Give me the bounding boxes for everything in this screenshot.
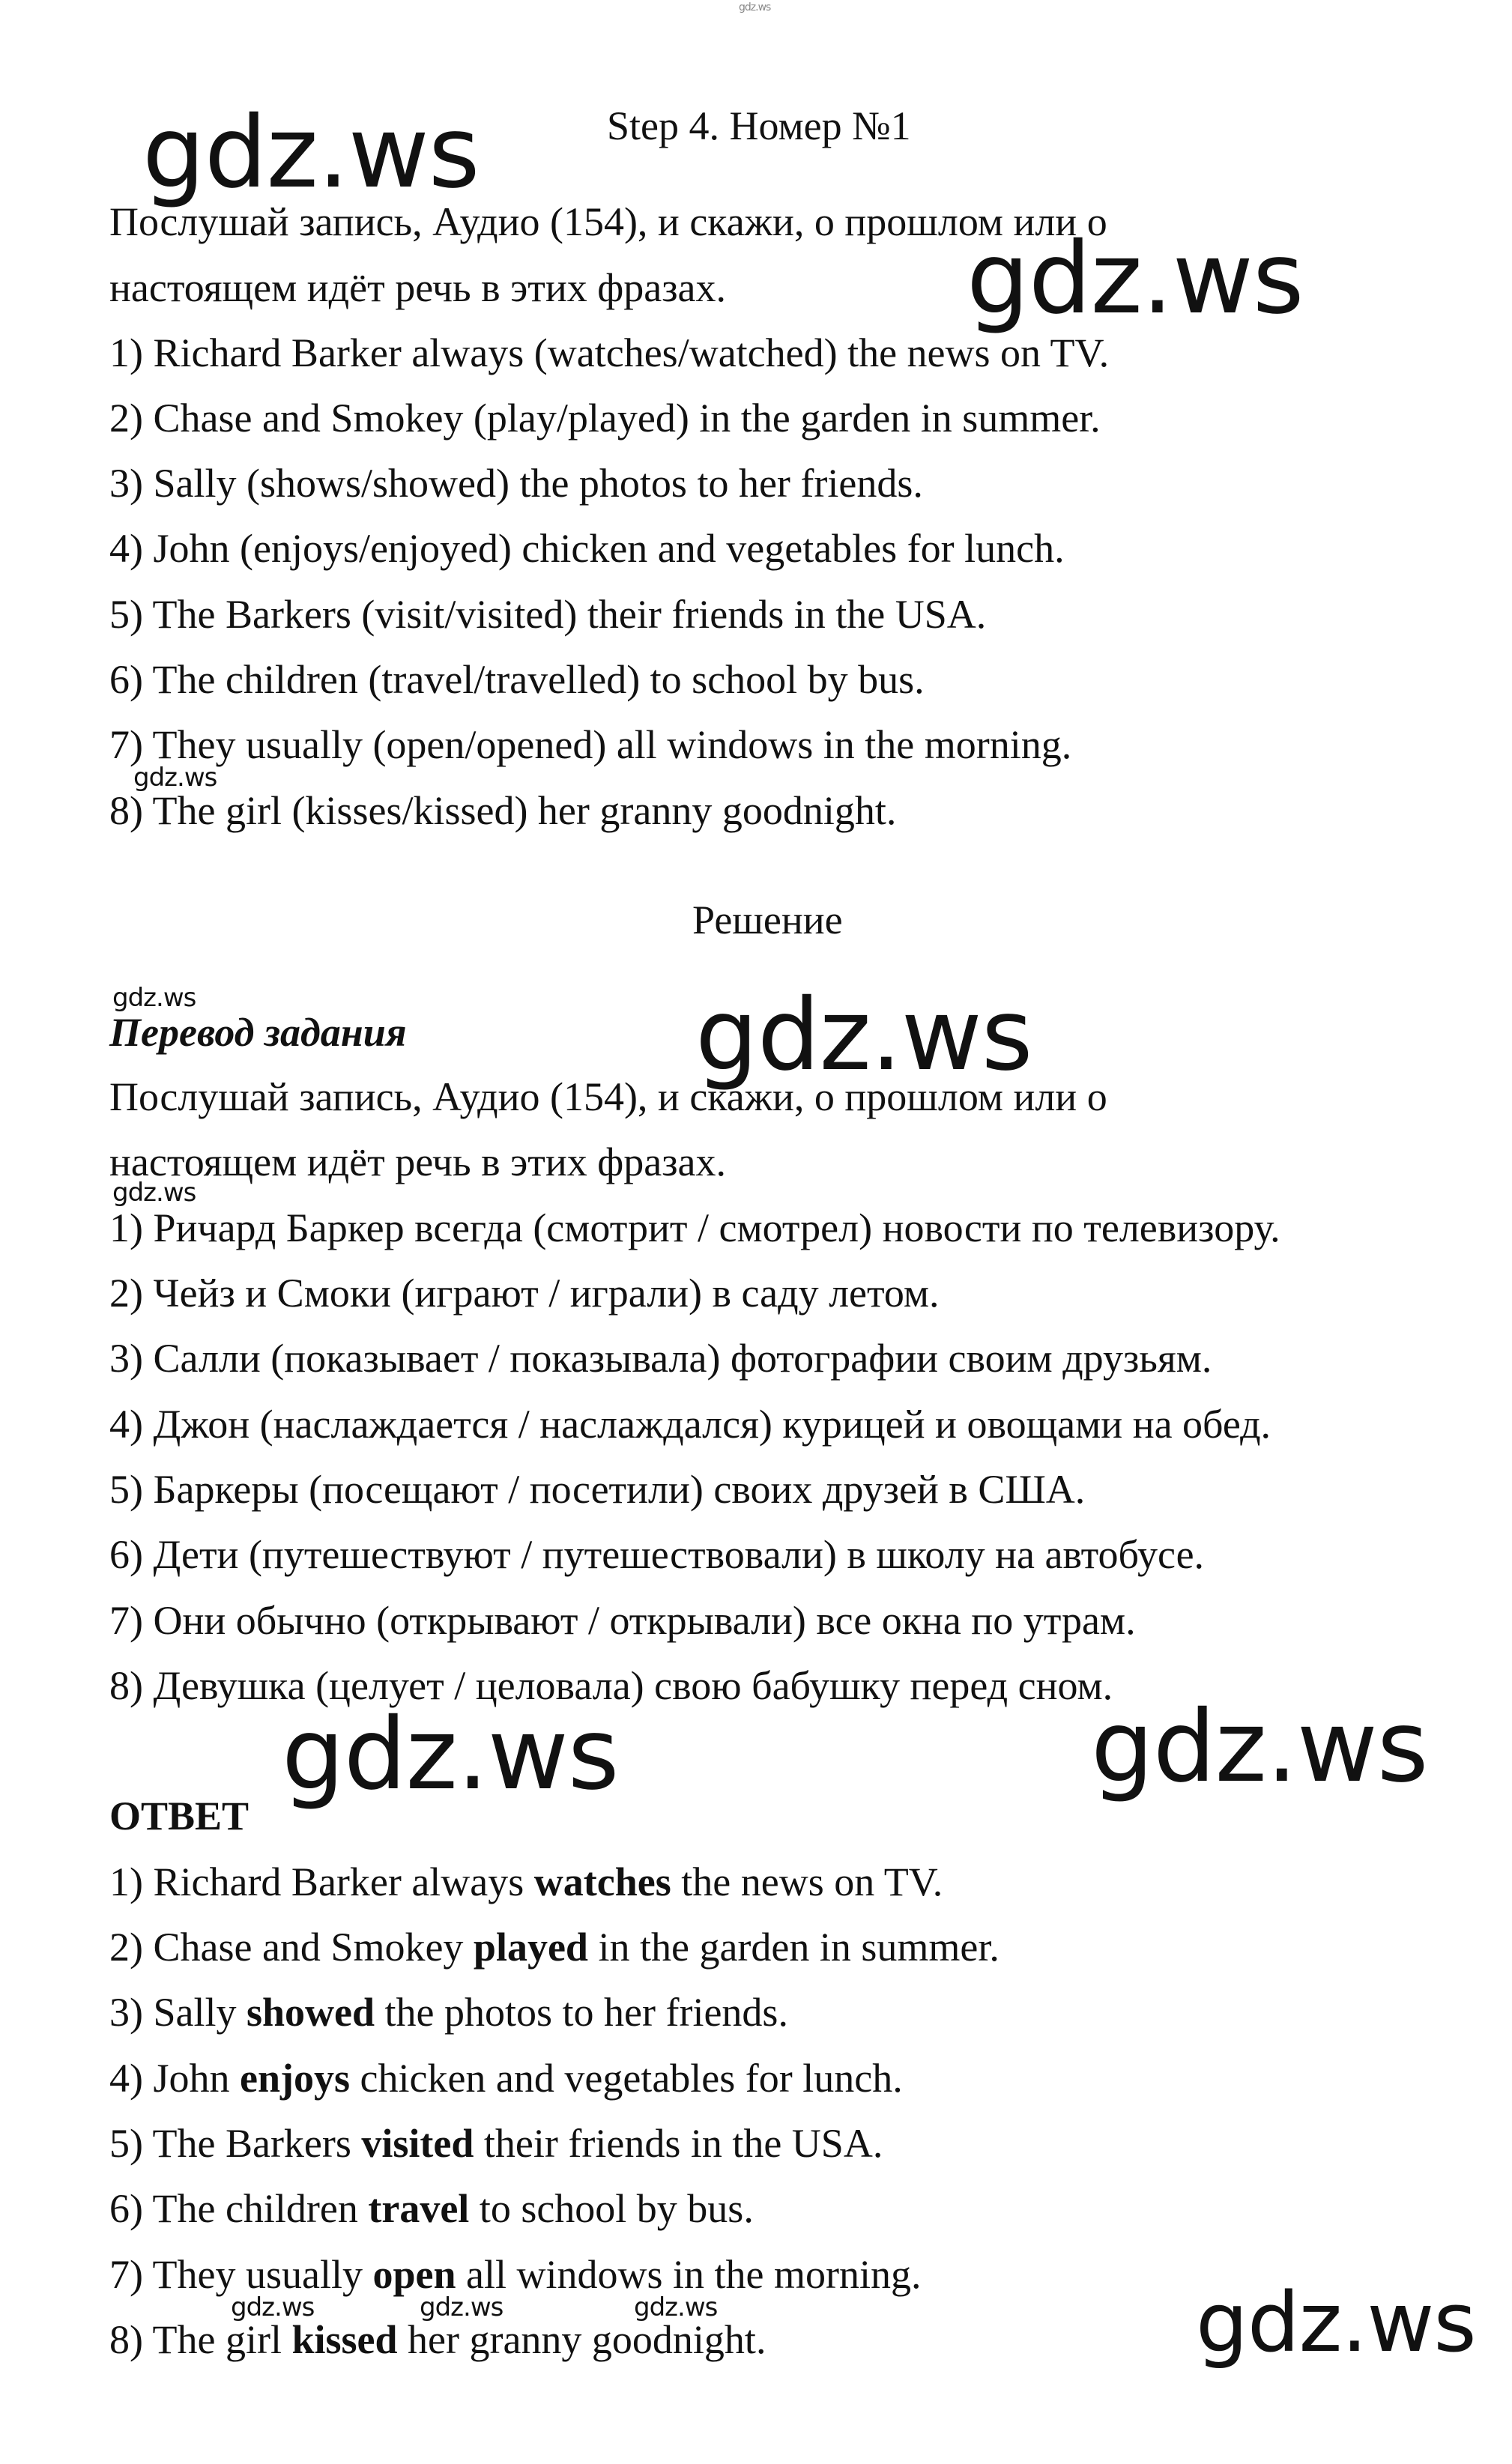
solution-intro-line-2: настоящем идёт речь в этих фразах. [109,1139,727,1184]
answer-item-1: 1) Richard Barker always watches the news on TV. [109,1859,943,1904]
solution-heading: Решение [692,897,843,942]
watermark-bottom-right: gdz.ws [1196,2274,1476,2370]
solution-item-1: 1) Ричард Баркер всегда (смотрит / смотрел) новости по телевизору. [109,1205,1280,1250]
watermark-top-right: gdz.ws [967,221,1304,336]
watermark-top-tiny: gdz.ws [739,1,771,13]
answer-item-4: 4) John enjoys chicken and vegetables for lunch. [109,2056,903,2101]
task-item-3: 3) Sally (shows/showed) the photos to her friends. [109,461,923,506]
watermark-small-3: gdz.ws [112,1178,196,1208]
task-item-5: 5) The Barkers (visit/visited) their friends in the USA. [109,592,987,637]
solution-intro-line-1: Послушай запись, Аудио (154), и скажи, о прошлом или о [109,1074,1107,1119]
task-item-2: 2) Chase and Smokey (play/played) in the garden in summer. [109,396,1101,441]
solution-item-4: 4) Джон (наслаждается / наслаждался) курицей и овощами на обед. [109,1402,1271,1447]
translation-heading: Перевод задания [109,1010,407,1055]
task-item-4: 4) John (enjoys/enjoyed) chicken and vegetables for lunch. [109,526,1065,571]
watermark-small-6: gdz.ws [634,2292,718,2322]
watermark-middle: gdz.ws [695,978,1032,1093]
solution-item-5: 5) Баркеры (посещают / посетили) своих друзей в США. [109,1467,1086,1512]
watermark-small-5: gdz.ws [420,2292,504,2322]
solution-item-3: 3) Салли (показывает / показывала) фотографии своим друзьям. [109,1336,1212,1381]
answer-item-7: 7) They usually open all windows in the morning. [109,2252,922,2297]
solution-item-6: 6) Дети (путешествуют / путешествовали) в школу на автобусе. [109,1532,1205,1577]
task-item-6: 6) The children (travel/travelled) to school by bus. [109,657,925,702]
answer-heading: ОТВЕТ [109,1793,250,1838]
watermark-small-1: gdz.ws [133,763,217,793]
answer-item-5: 5) The Barkers visited their friends in the USA. [109,2121,883,2166]
answer-item-2: 2) Chase and Smokey played in the garden in summer. [109,1925,1000,1970]
watermark-small-2: gdz.ws [112,983,196,1013]
watermark-small-4: gdz.ws [231,2292,315,2322]
page-title: Step 4. Номер №1 [607,103,911,148]
watermark-answer-left: gdz.ws [282,1697,619,1812]
task-intro-line-1: Послушай запись, Аудио (154), и скажи, о прошлом или о [109,199,1107,244]
solution-item-8: 8) Девушка (целует / целовала) свою бабушку перед сном. [109,1663,1113,1708]
task-intro-line-2: настоящем идёт речь в этих фразах. [109,265,727,310]
answer-item-6: 6) The children travel to school by bus. [109,2186,754,2231]
solution-item-7: 7) Они обычно (открывают / открывали) все окна по утрам. [109,1598,1136,1643]
answer-item-3: 3) Sally showed the photos to her friends. [109,1990,788,2035]
solution-item-2: 2) Чейз и Смоки (играют / играли) в саду летом. [109,1271,940,1316]
watermark-answer-right: gdz.ws [1091,1689,1428,1805]
answer-item-8: 8) The girl kissed her granny goodnight. [109,2317,766,2362]
task-item-8: 8) The girl (kisses/kissed) her granny goodnight. [109,788,897,833]
task-item-7: 7) They usually (open/opened) all windows in the morning. [109,722,1072,767]
task-item-1: 1) Richard Barker always (watches/watched) the news on TV. [109,330,1110,375]
watermark-top-left: gdz.ws [142,95,480,211]
